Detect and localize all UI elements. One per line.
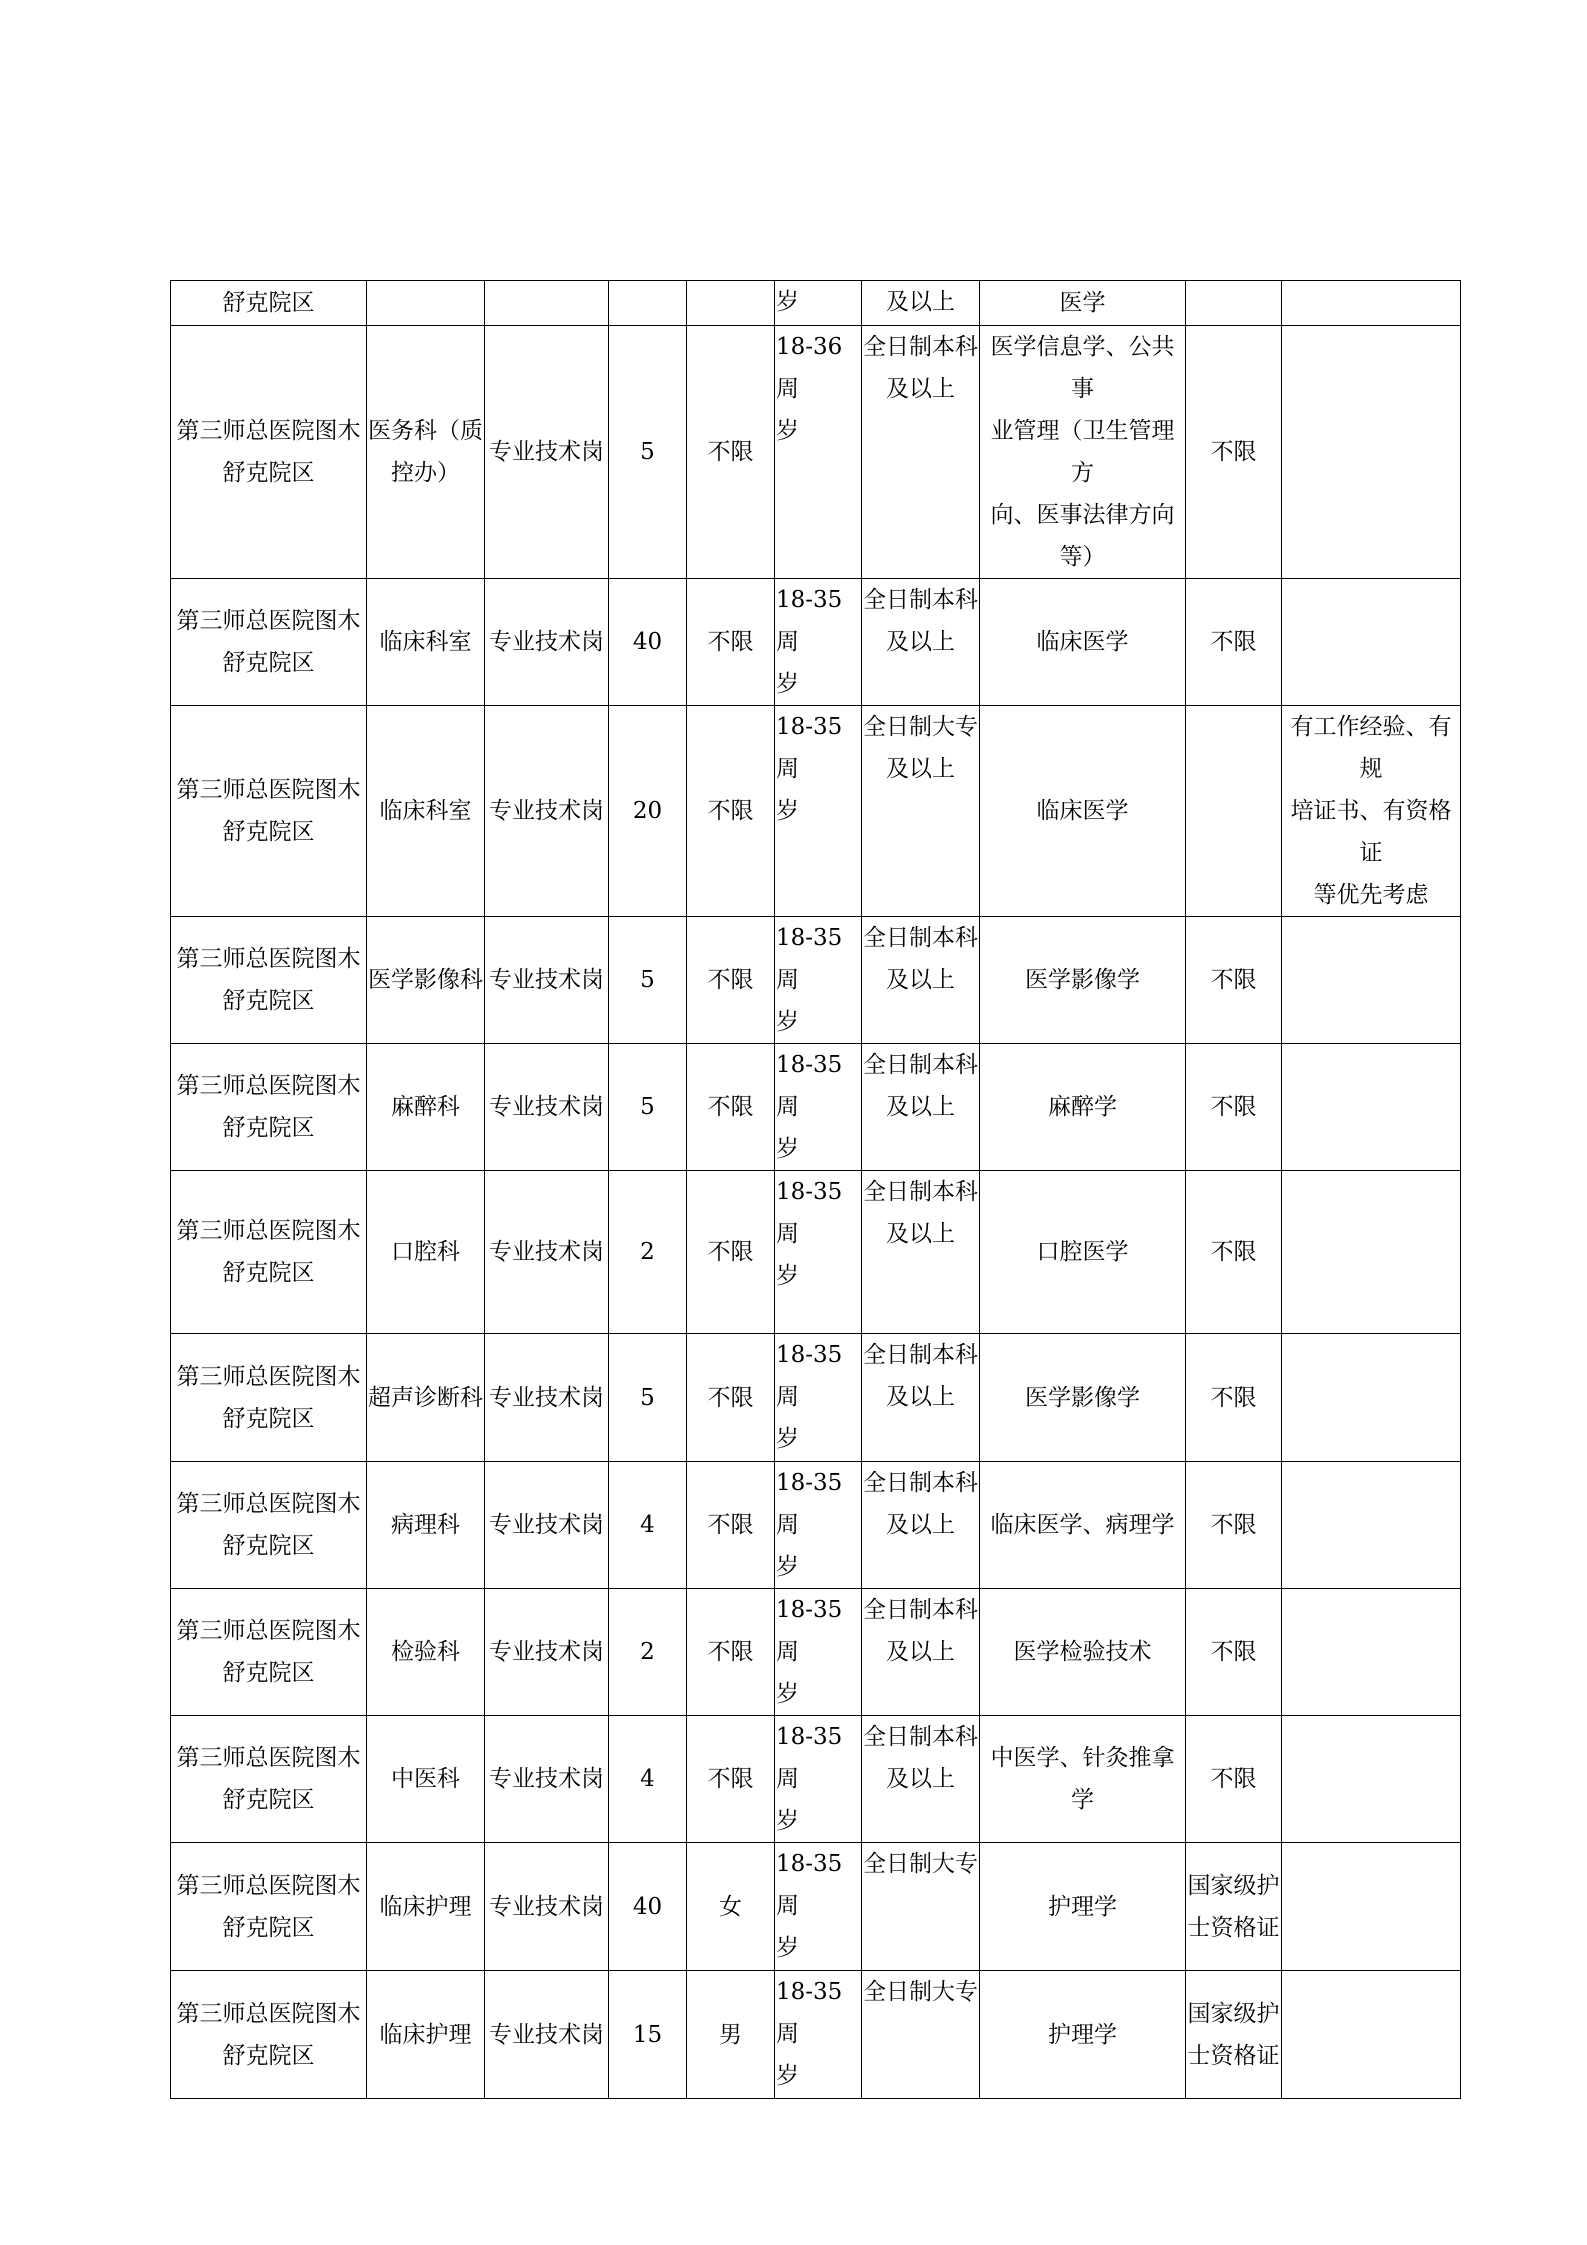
- cell-unit: 第三师总医院图木 舒克院区: [171, 706, 367, 917]
- cell-remarks: [1282, 1334, 1461, 1462]
- cell-age: 18-35周 岁: [775, 1843, 862, 1971]
- table-row: [171, 1462, 1461, 1589]
- cell-age: 18-35周 岁: [775, 1171, 862, 1334]
- recruitment-table: [170, 280, 1461, 2099]
- cell-department: 临床科室: [367, 706, 485, 917]
- cell-post-type: 专业技术岗: [485, 1044, 609, 1171]
- cell-education: 全日制大专 及以上: [862, 706, 980, 917]
- cell-education: 全日制大专: [862, 1971, 980, 2099]
- table-row: [171, 917, 1461, 1044]
- cell-department: 临床科室: [367, 579, 485, 706]
- cell-gender: 不限: [687, 1044, 775, 1171]
- cell-major: 口腔医学: [980, 1171, 1186, 1334]
- cell-education: 全日制本科 及以上: [862, 1589, 980, 1716]
- cell-qualification: 不限: [1186, 1462, 1282, 1589]
- cell-unit: 第三师总医院图木 舒克院区: [171, 579, 367, 706]
- table-row: [171, 1589, 1461, 1716]
- table-row: [171, 1716, 1461, 1843]
- cell-remarks: [1282, 1462, 1461, 1589]
- cell-remarks: [1282, 917, 1461, 1044]
- cell-major: 医学信息学、公共事 业管理（卫生管理方 向、医事法律方向等）: [980, 326, 1186, 579]
- cell-unit: 第三师总医院图木 舒克院区: [171, 1589, 367, 1716]
- cell-remarks: [1282, 281, 1461, 326]
- cell-age: 18-35周 岁: [775, 706, 862, 917]
- cell-qualification: 不限: [1186, 1716, 1282, 1843]
- cell-department: 超声诊断科: [367, 1334, 485, 1462]
- table-row: [171, 579, 1461, 706]
- cell-education: 全日制大专: [862, 1843, 980, 1971]
- cell-remarks: [1282, 1843, 1461, 1971]
- cell-post-type: 专业技术岗: [485, 917, 609, 1044]
- cell-qualification: 不限: [1186, 1044, 1282, 1171]
- cell-education: 全日制本科 及以上: [862, 1044, 980, 1171]
- cell-headcount: 2: [609, 1171, 687, 1334]
- cell-qualification: 不限: [1186, 1589, 1282, 1716]
- cell-post-type: 专业技术岗: [485, 1716, 609, 1843]
- table-row: [171, 1044, 1461, 1171]
- cell-post-type: 专业技术岗: [485, 1171, 609, 1334]
- cell-post-type: 专业技术岗: [485, 706, 609, 917]
- cell-age: 18-35周 岁: [775, 1462, 862, 1589]
- cell-gender: 不限: [687, 1334, 775, 1462]
- cell-education: 全日制本科 及以上: [862, 917, 980, 1044]
- cell-headcount: 40: [609, 579, 687, 706]
- table-row: [171, 706, 1461, 917]
- cell-unit: 舒克院区: [171, 281, 367, 326]
- cell-post-type: 专业技术岗: [485, 1589, 609, 1716]
- cell-qualification: 不限: [1186, 1334, 1282, 1462]
- cell-major: 麻醉学: [980, 1044, 1186, 1171]
- cell-qualification: 不限: [1186, 326, 1282, 579]
- cell-major: 医学影像学: [980, 917, 1186, 1044]
- cell-age: 18-35周 岁: [775, 1589, 862, 1716]
- cell-remarks: [1282, 1171, 1461, 1334]
- cell-headcount: 5: [609, 1334, 687, 1462]
- cell-major: 临床医学、病理学: [980, 1462, 1186, 1589]
- cell-qualification: 不限: [1186, 917, 1282, 1044]
- cell-remarks: [1282, 1044, 1461, 1171]
- cell-education: 全日制本科 及以上: [862, 1716, 980, 1843]
- cell-age: 18-35周 岁: [775, 1971, 862, 2099]
- cell-gender: [687, 281, 775, 326]
- cell-headcount: 4: [609, 1716, 687, 1843]
- cell-remarks: [1282, 1971, 1461, 2099]
- cell-age: 18-36周 岁: [775, 326, 862, 579]
- cell-headcount: 5: [609, 326, 687, 579]
- cell-education: 全日制本科 及以上: [862, 326, 980, 579]
- cell-gender: 男: [687, 1971, 775, 2099]
- cell-department: 临床护理: [367, 1843, 485, 1971]
- cell-post-type: 专业技术岗: [485, 326, 609, 579]
- cell-department: 病理科: [367, 1462, 485, 1589]
- cell-headcount: 2: [609, 1589, 687, 1716]
- cell-gender: 不限: [687, 579, 775, 706]
- cell-qualification: [1186, 706, 1282, 917]
- table-row: [171, 1334, 1461, 1462]
- table-row: [171, 1971, 1461, 2099]
- cell-major: 医学影像学: [980, 1334, 1186, 1462]
- cell-post-type: 专业技术岗: [485, 1334, 609, 1462]
- cell-department: 麻醉科: [367, 1044, 485, 1171]
- cell-qualification: 国家级护 士资格证: [1186, 1971, 1282, 2099]
- cell-department: 医务科（质 控办）: [367, 326, 485, 579]
- cell-post-type: 专业技术岗: [485, 1462, 609, 1589]
- cell-qualification: 不限: [1186, 1171, 1282, 1334]
- cell-gender: 不限: [687, 706, 775, 917]
- cell-gender: 不限: [687, 917, 775, 1044]
- table-row: [171, 1843, 1461, 1971]
- cell-department: 中医科: [367, 1716, 485, 1843]
- cell-age: 18-35周 岁: [775, 1334, 862, 1462]
- cell-education: 及以上: [862, 281, 980, 326]
- cell-gender: 不限: [687, 326, 775, 579]
- cell-age: 18-35周 岁: [775, 579, 862, 706]
- cell-unit: 第三师总医院图木 舒克院区: [171, 326, 367, 579]
- table-row: [171, 326, 1461, 579]
- cell-age: 岁: [775, 281, 862, 326]
- cell-unit: 第三师总医院图木 舒克院区: [171, 1171, 367, 1334]
- cell-qualification: [1186, 281, 1282, 326]
- cell-remarks: [1282, 326, 1461, 579]
- cell-unit: 第三师总医院图木 舒克院区: [171, 1462, 367, 1589]
- cell-gender: 不限: [687, 1716, 775, 1843]
- cell-major: 中医学、针灸推拿学: [980, 1716, 1186, 1843]
- cell-major: 临床医学: [980, 579, 1186, 706]
- cell-qualification: 国家级护 士资格证: [1186, 1843, 1282, 1971]
- cell-unit: 第三师总医院图木 舒克院区: [171, 1044, 367, 1171]
- cell-education: 全日制本科 及以上: [862, 1171, 980, 1334]
- cell-post-type: [485, 281, 609, 326]
- cell-remarks: [1282, 579, 1461, 706]
- cell-qualification: 不限: [1186, 579, 1282, 706]
- cell-unit: 第三师总医院图木 舒克院区: [171, 1971, 367, 2099]
- cell-department: 检验科: [367, 1589, 485, 1716]
- cell-unit: 第三师总医院图木 舒克院区: [171, 1334, 367, 1462]
- cell-major: 护理学: [980, 1971, 1186, 2099]
- cell-department: [367, 281, 485, 326]
- cell-education: 全日制本科 及以上: [862, 579, 980, 706]
- cell-headcount: 20: [609, 706, 687, 917]
- cell-education: 全日制本科 及以上: [862, 1462, 980, 1589]
- cell-unit: 第三师总医院图木 舒克院区: [171, 1843, 367, 1971]
- cell-headcount: [609, 281, 687, 326]
- cell-age: 18-35周 岁: [775, 1716, 862, 1843]
- cell-major: 临床医学: [980, 706, 1186, 917]
- cell-department: 临床护理: [367, 1971, 485, 2099]
- cell-major: 护理学: [980, 1843, 1186, 1971]
- cell-post-type: 专业技术岗: [485, 579, 609, 706]
- cell-age: 18-35周 岁: [775, 1044, 862, 1171]
- cell-headcount: 15: [609, 1971, 687, 2099]
- cell-unit: 第三师总医院图木 舒克院区: [171, 917, 367, 1044]
- cell-post-type: 专业技术岗: [485, 1971, 609, 2099]
- cell-headcount: 4: [609, 1462, 687, 1589]
- cell-remarks: 有工作经验、有规 培证书、有资格证 等优先考虑: [1282, 706, 1461, 917]
- cell-remarks: [1282, 1716, 1461, 1843]
- cell-headcount: 40: [609, 1843, 687, 1971]
- cell-age: 18-35周 岁: [775, 917, 862, 1044]
- cell-headcount: 5: [609, 917, 687, 1044]
- cell-gender: 女: [687, 1843, 775, 1971]
- cell-headcount: 5: [609, 1044, 687, 1171]
- cell-major: 医学检验技术: [980, 1589, 1186, 1716]
- cell-gender: 不限: [687, 1589, 775, 1716]
- cell-remarks: [1282, 1589, 1461, 1716]
- cell-gender: 不限: [687, 1462, 775, 1589]
- cell-education: 全日制本科 及以上: [862, 1334, 980, 1462]
- table-row: [171, 281, 1461, 326]
- table-row: [171, 1171, 1461, 1334]
- cell-department: 口腔科: [367, 1171, 485, 1334]
- cell-gender: 不限: [687, 1171, 775, 1334]
- cell-unit: 第三师总医院图木 舒克院区: [171, 1716, 367, 1843]
- cell-post-type: 专业技术岗: [485, 1843, 609, 1971]
- cell-department: 医学影像科: [367, 917, 485, 1044]
- cell-major: 医学: [980, 281, 1186, 326]
